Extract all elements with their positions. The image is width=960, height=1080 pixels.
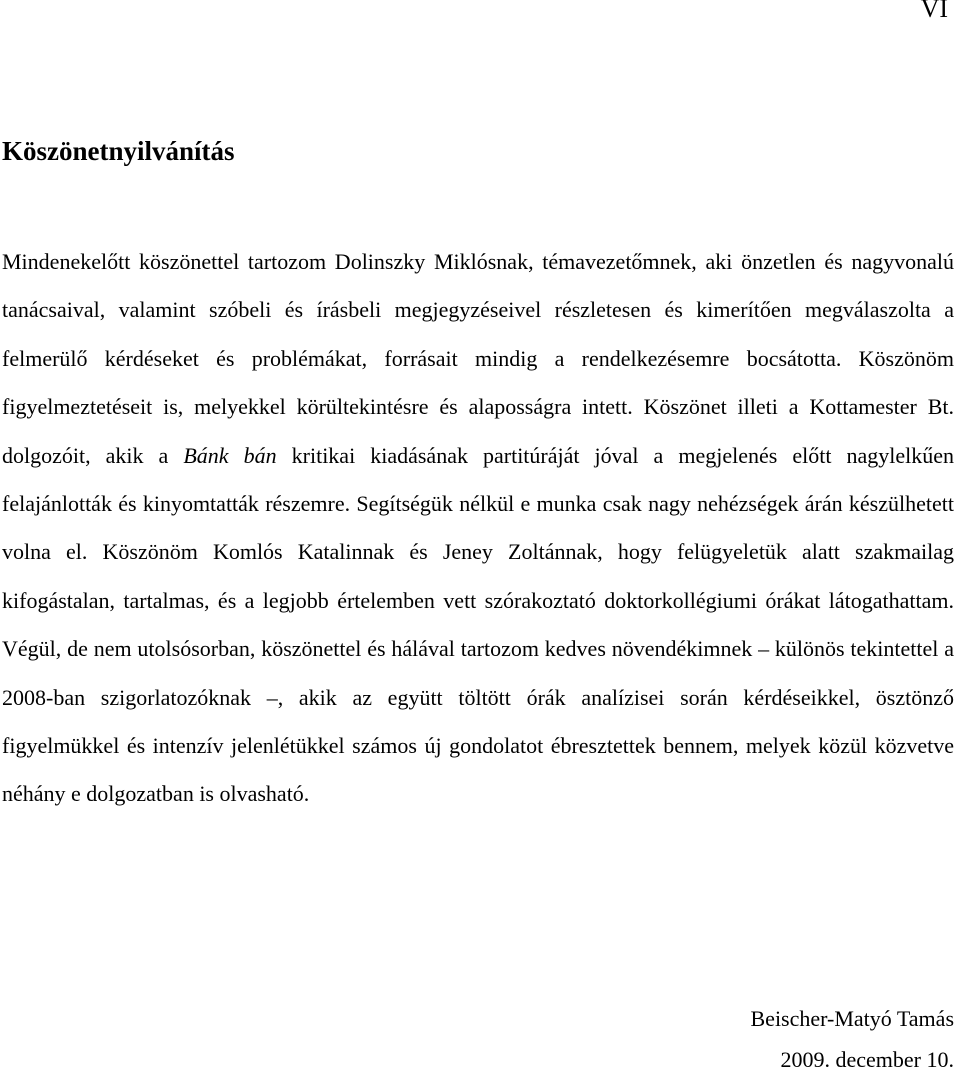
paragraph-text-part1: Mindenekelőtt köszönettel tartozom Dolinszky Miklósnak, témavezetőmnek, aki önzetlen és nagyvonalú tanácsaival, valamint szóbeli és írásbeli megjegyzéseivel részletesen és kimerítően megválaszolta a felmerülő kérdéseket és problémákat, forrásait mindig a rendelkezésemre bocsátotta. Köszönöm figyelmeztetéseit is, melyekkel körültekintésre és alaposságra intett. Köszönet illeti a Kottamester Bt. dolgozóit, akik a xyxy=(2,249,954,468)
page-title: Köszönetnyilvánítás xyxy=(2,136,235,166)
paragraph-text-part2: kritikai kiadásának partitúráját jóval a megjelenés előtt nagylelkűen felajánlották és kinyomtatták részemre. Segítségük nélkül e munka csak nagy nehézségek árán készülhetett volna el. Köszönöm Komlós Katalinnak és Jeney Zoltánnak, hogy felügyeletük alatt szakmailag kifogástalan, tartalmas, és a legjobb értelemben vett szórakoztató doktorkollégiumi órákat látogathattam. Végül, de nem utolsósorban, köszönettel és hálával tartozom kedves növendékimnek – különös tekintettel a 2008-ban szigorlatozóknak –, akik az együtt töltött órák analízisei során kérdéseikkel, ösztönző figyelmükkel és intenzív jelenlétükkel számos új gondolatot ébresztettek bennem, melyek közül közvetve néhány e dolgozatban is olvasható. xyxy=(2,442,955,807)
author-name: Beischer-Matyó Tamás xyxy=(750,1006,954,1031)
page-number: VI xyxy=(920,0,948,23)
work-title-italic: Bánk bán xyxy=(183,442,277,468)
signature-block xyxy=(751,998,955,1080)
signature-date: 2009. december 10. xyxy=(780,1047,954,1072)
acknowledgement-paragraph xyxy=(2,238,954,819)
